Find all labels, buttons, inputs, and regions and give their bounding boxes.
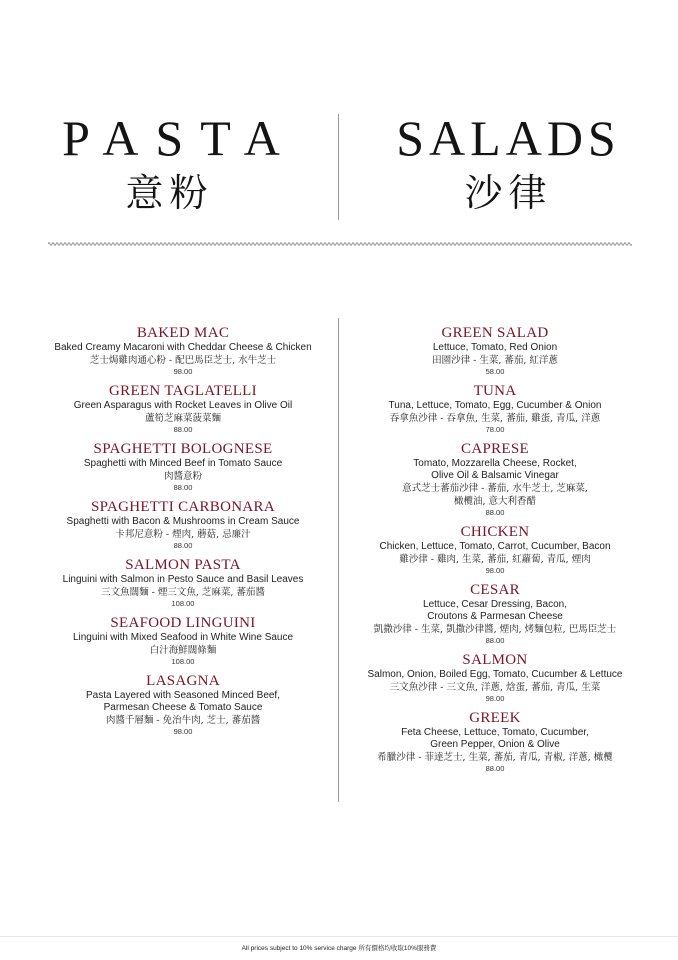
dish-name: SPAGHETTI CARBONARA	[91, 499, 275, 515]
dish-description: Parmesan Cheese & Tomato Sauce	[103, 702, 263, 713]
salads-title-en: SALADS	[396, 110, 621, 166]
dish-description-zh: 雞沙律 - 雞肉, 生菜, 蕃茄, 紅蘿蔔, 青瓜, 煙肉	[399, 554, 591, 565]
salad-item	[340, 582, 650, 646]
dish-description-zh: 希臘沙律 - 菲達芝士, 生菜, 蕃茄, 青瓜, 青椒, 洋蔥, 橄欖	[377, 752, 613, 763]
salads-list	[340, 325, 650, 780]
dish-description: Tuna, Lettuce, Tomato, Egg, Cucumber & Onion	[388, 400, 602, 411]
dish-name: SEAFOOD LINGUINI	[110, 615, 256, 631]
dish-price: 88.00	[173, 483, 193, 492]
dish-description: Linguini with Salmon in Pesto Sauce and Basil Leaves	[62, 574, 304, 585]
salad-item	[340, 383, 650, 435]
dish-description: Spaghetti with Minced Beef in Tomato Sauce	[83, 458, 283, 469]
dish-description-zh: 田園沙律 - 生菜, 蕃茄, 紅洋蔥	[432, 355, 558, 366]
dish-price: 88.00	[485, 764, 505, 773]
dish-description-zh: 意式芝士蕃茄沙律 - 蕃茄, 水牛芝士, 芝麻菜,	[402, 483, 588, 494]
dish-name: SALMON	[462, 652, 528, 668]
dish-description-zh: 肉醬意粉	[163, 471, 202, 482]
dish-name: SPAGHETTI BOLOGNESE	[93, 441, 273, 457]
dish-price: 88.00	[485, 508, 505, 517]
dish-description: Pasta Layered with Seasoned Minced Beef,	[85, 690, 280, 701]
dish-description-zh: 蘆筍芝麻菜菠菜麵	[144, 413, 221, 424]
dish-price: 88.00	[173, 425, 193, 434]
dish-description-zh: 三文魚闊麵 - 煙三文魚, 芝麻菜, 蕃茄醬	[101, 587, 265, 598]
dish-description-zh: 白汁海鮮闊條麵	[149, 645, 217, 656]
pasta-item	[28, 441, 338, 493]
salads-title-zh: 沙律	[464, 171, 553, 215]
pasta-item	[28, 557, 338, 609]
dish-name: CHICKEN	[460, 524, 530, 540]
dish-price: 88.00	[485, 636, 505, 645]
salad-item	[340, 524, 650, 576]
dish-description: Chicken, Lettuce, Tomato, Carrot, Cucumber, Bacon	[379, 541, 611, 552]
dish-description: Tomato, Mozzarella Cheese, Rocket,	[413, 458, 577, 469]
column-divider	[338, 318, 339, 802]
dish-name: GREEN SALAD	[441, 325, 549, 341]
salad-item	[340, 441, 650, 518]
pasta-item	[28, 383, 338, 435]
dish-description: Green Asparagus with Rocket Leaves in Olive Oil	[73, 400, 293, 411]
dish-price: 58.00	[485, 367, 505, 376]
dish-name: BAKED MAC	[136, 325, 230, 341]
dish-name: GREEN TAGLATELLI	[109, 383, 257, 399]
salad-item	[340, 652, 650, 704]
dish-price: 88.00	[173, 541, 193, 550]
dish-name: SALMON PASTA	[125, 557, 241, 573]
dish-price: 98.00	[173, 367, 193, 376]
dish-description: Olive Oil & Balsamic Vinegar	[431, 470, 559, 481]
dish-description: Lettuce, Cesar Dressing, Bacon,	[423, 599, 567, 610]
dish-description-zh: 芝士焗雞肉通心粉 - 配巴馬臣芝士, 水牛芝士	[89, 355, 277, 366]
dish-description: Linguini with Mixed Seafood in White Wine Sauce	[72, 632, 294, 643]
dish-description-zh: 肉醬千層麵 - 免治牛肉, 芝士, 蕃茄醬	[105, 715, 261, 726]
footer-note: All prices subject to 10% service charge 所有價格均收取10%服務費	[241, 945, 437, 952]
dish-description-zh: 吞拿魚沙律 - 吞拿魚, 生菜, 蕃茄, 雞蛋, 青瓜, 洋蔥	[389, 413, 601, 424]
dish-price: 98.00	[485, 566, 505, 575]
footer-rule	[0, 936, 678, 937]
dish-price: 98.00	[173, 727, 193, 736]
salad-item	[340, 710, 650, 774]
dish-price: 78.00	[485, 425, 505, 434]
salads-header	[339, 112, 678, 214]
dish-price: 108.00	[171, 599, 195, 608]
dish-description: Salmon, Onion, Boiled Egg, Tomato, Cucumber & Lettuce	[367, 669, 623, 680]
dish-name: LASAGNA	[146, 673, 220, 689]
pasta-list	[28, 325, 338, 743]
dish-description-zh: 三文魚沙律 - 三文魚, 洋蔥, 焓蛋, 蕃茄, 青瓜, 生菜	[389, 682, 601, 693]
dish-name: TUNA	[473, 383, 517, 399]
wavy-divider	[48, 240, 632, 248]
dish-name: CAPRESE	[461, 441, 529, 457]
pasta-header	[0, 112, 339, 214]
dish-price: 108.00	[171, 657, 195, 666]
dish-name: GREEK	[469, 710, 521, 726]
dish-description: Lettuce, Tomato, Red Onion	[432, 342, 558, 353]
salad-item	[340, 325, 650, 377]
pasta-item	[28, 615, 338, 667]
dish-description-zh: 凱撒沙律 - 生菜, 凱撒沙律醬, 煙肉, 烤麵包粒, 巴馬臣芝士	[373, 624, 617, 635]
dish-description: Croutons & Parmesan Cheese	[427, 611, 563, 622]
dish-description-zh: 橄欖油, 意大利香醋	[453, 496, 537, 507]
dish-description: Green Pepper, Onion & Olive	[430, 739, 560, 750]
dish-description: Baked Creamy Macaroni with Cheddar Cheese & Chicken	[54, 342, 312, 353]
pasta-item	[28, 325, 338, 377]
pasta-item	[28, 499, 338, 551]
pasta-title-zh: 意粉	[125, 171, 214, 215]
dish-description-zh: 卡邦尼意粉 - 煙肉, 蘑菇, 忌廉汁	[115, 529, 251, 540]
dish-price: 98.00	[485, 694, 505, 703]
dish-name: CESAR	[470, 582, 520, 598]
pasta-title-en: PASTA	[62, 110, 297, 166]
dish-description: Feta Cheese, Lettuce, Tomato, Cucumber,	[401, 727, 589, 738]
dish-description: Spaghetti with Bacon & Mushrooms in Cream Sauce	[66, 516, 300, 527]
pasta-item	[28, 673, 338, 737]
